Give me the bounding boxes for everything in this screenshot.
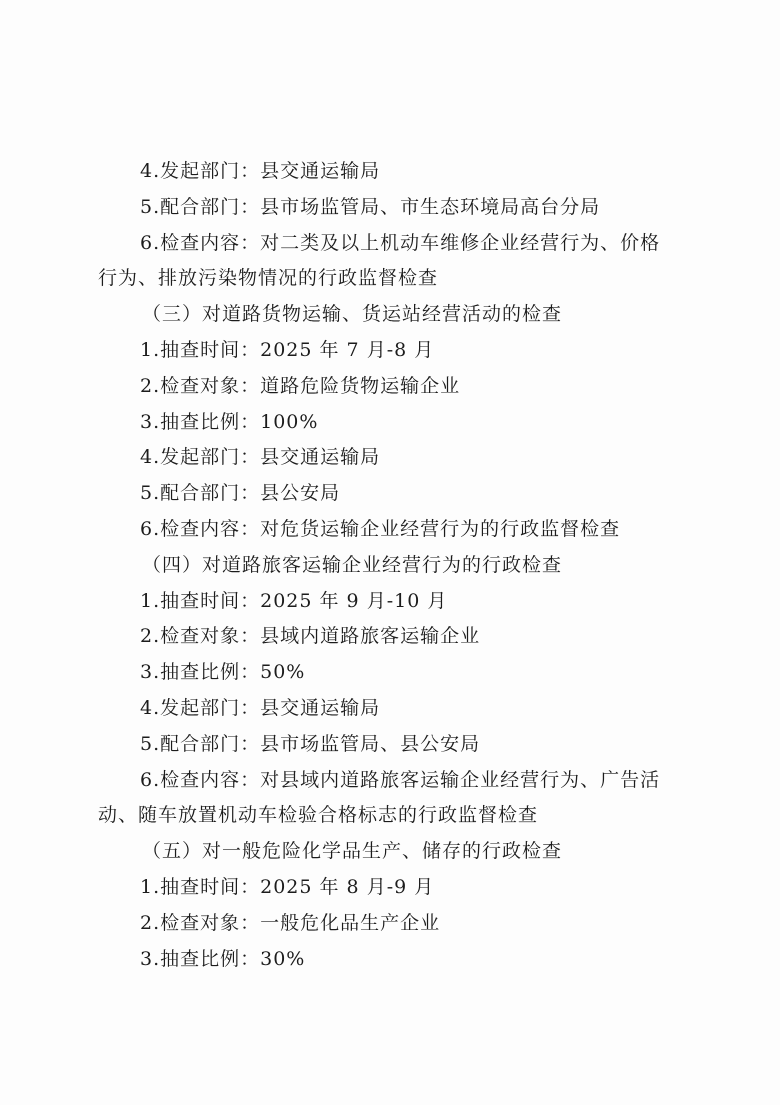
text-line-continuation: 行为、排放污染物情况的行政监督检查 [98,267,439,290]
document-body [98,154,698,977]
text-line: 6.检查内容：对县域内道路旅客运输企业经营行为、广告活 [140,768,661,791]
text-line: 2.检查对象：县域内道路旅客运输企业 [140,625,481,648]
text-line: 3.抽查比例：100% [140,410,319,433]
section-heading: （三）对道路货物运输、货运站经营活动的检查 [142,303,563,326]
text-line: 3.抽查比例：30% [140,947,306,970]
text-line: 1.抽查时间：2025 年 8 月-9 月 [140,875,435,898]
text-line: 2.检查对象：道路危险货物运输企业 [140,374,461,397]
text-line: 4.发起部门：县交通运输局 [140,696,381,719]
text-line: 5.配合部门：县市场监管局、市生态环境局高台分局 [140,195,601,218]
text-line: 1.抽查时间：2025 年 9 月-10 月 [140,589,448,612]
text-line: 6.检查内容：对危货运输企业经营行为的行政监督检查 [140,517,621,540]
text-line: 5.配合部门：县市场监管局、县公安局 [140,732,481,755]
text-line: 6.检查内容：对二类及以上机动车维修企业经营行为、价格 [140,231,661,254]
text-line: 3.抽查比例：50% [140,661,306,684]
text-line: 4.发起部门：县交通运输局 [140,160,381,182]
text-line: 1.抽查时间：2025 年 7 月-8 月 [140,338,435,361]
text-line-continuation: 动、随车放置机动车检验合格标志的行政监督检查 [98,804,539,827]
section-heading: （五）对一般危险化学品生产、储存的行政检查 [142,840,563,863]
text-line: 2.检查对象：一般危化品生产企业 [140,911,441,934]
text-line: 4.发起部门：县交通运输局 [140,446,381,469]
section-heading: （四）对道路旅客运输企业经营行为的行政检查 [142,553,563,576]
text-line: 5.配合部门：县公安局 [140,482,341,505]
